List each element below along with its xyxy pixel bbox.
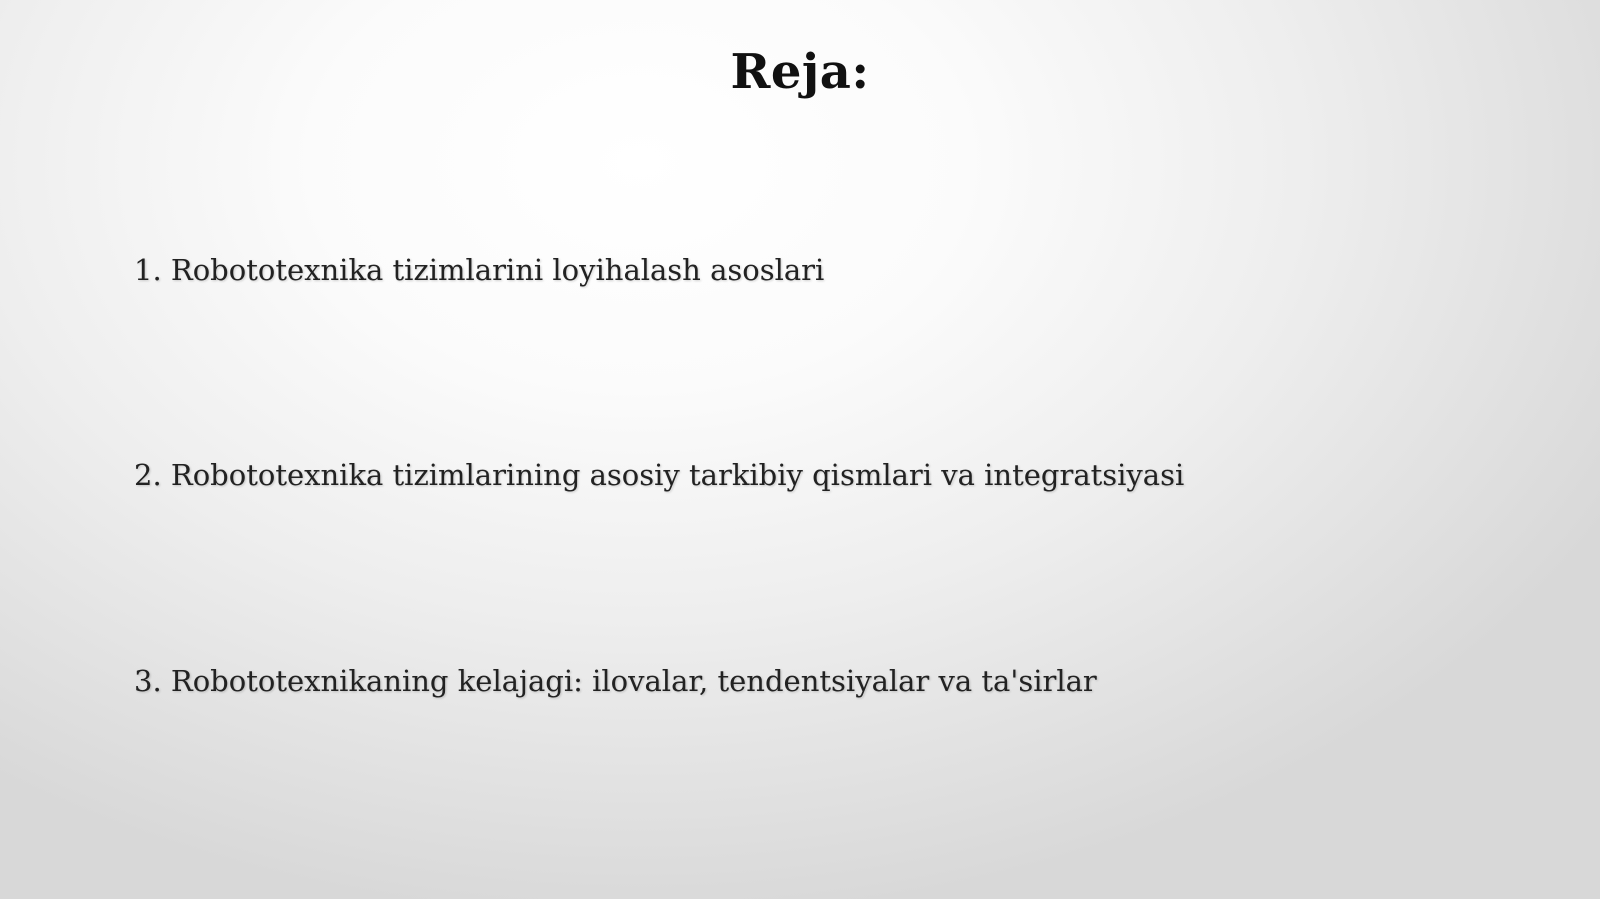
plan-item-1: 1. Robototexnika tizimlarini loyihalash asoslari	[134, 253, 825, 287]
plan-item-3: 3. Robototexnikaning kelajagi: ilovalar, tendentsiyalar va ta'sirlar	[134, 664, 1097, 698]
plan-item-2: 2. Robototexnika tizimlarining asosiy tarkibiy qismlari va integratsiyasi	[134, 458, 1185, 492]
slide-title: Reja:	[730, 44, 870, 100]
